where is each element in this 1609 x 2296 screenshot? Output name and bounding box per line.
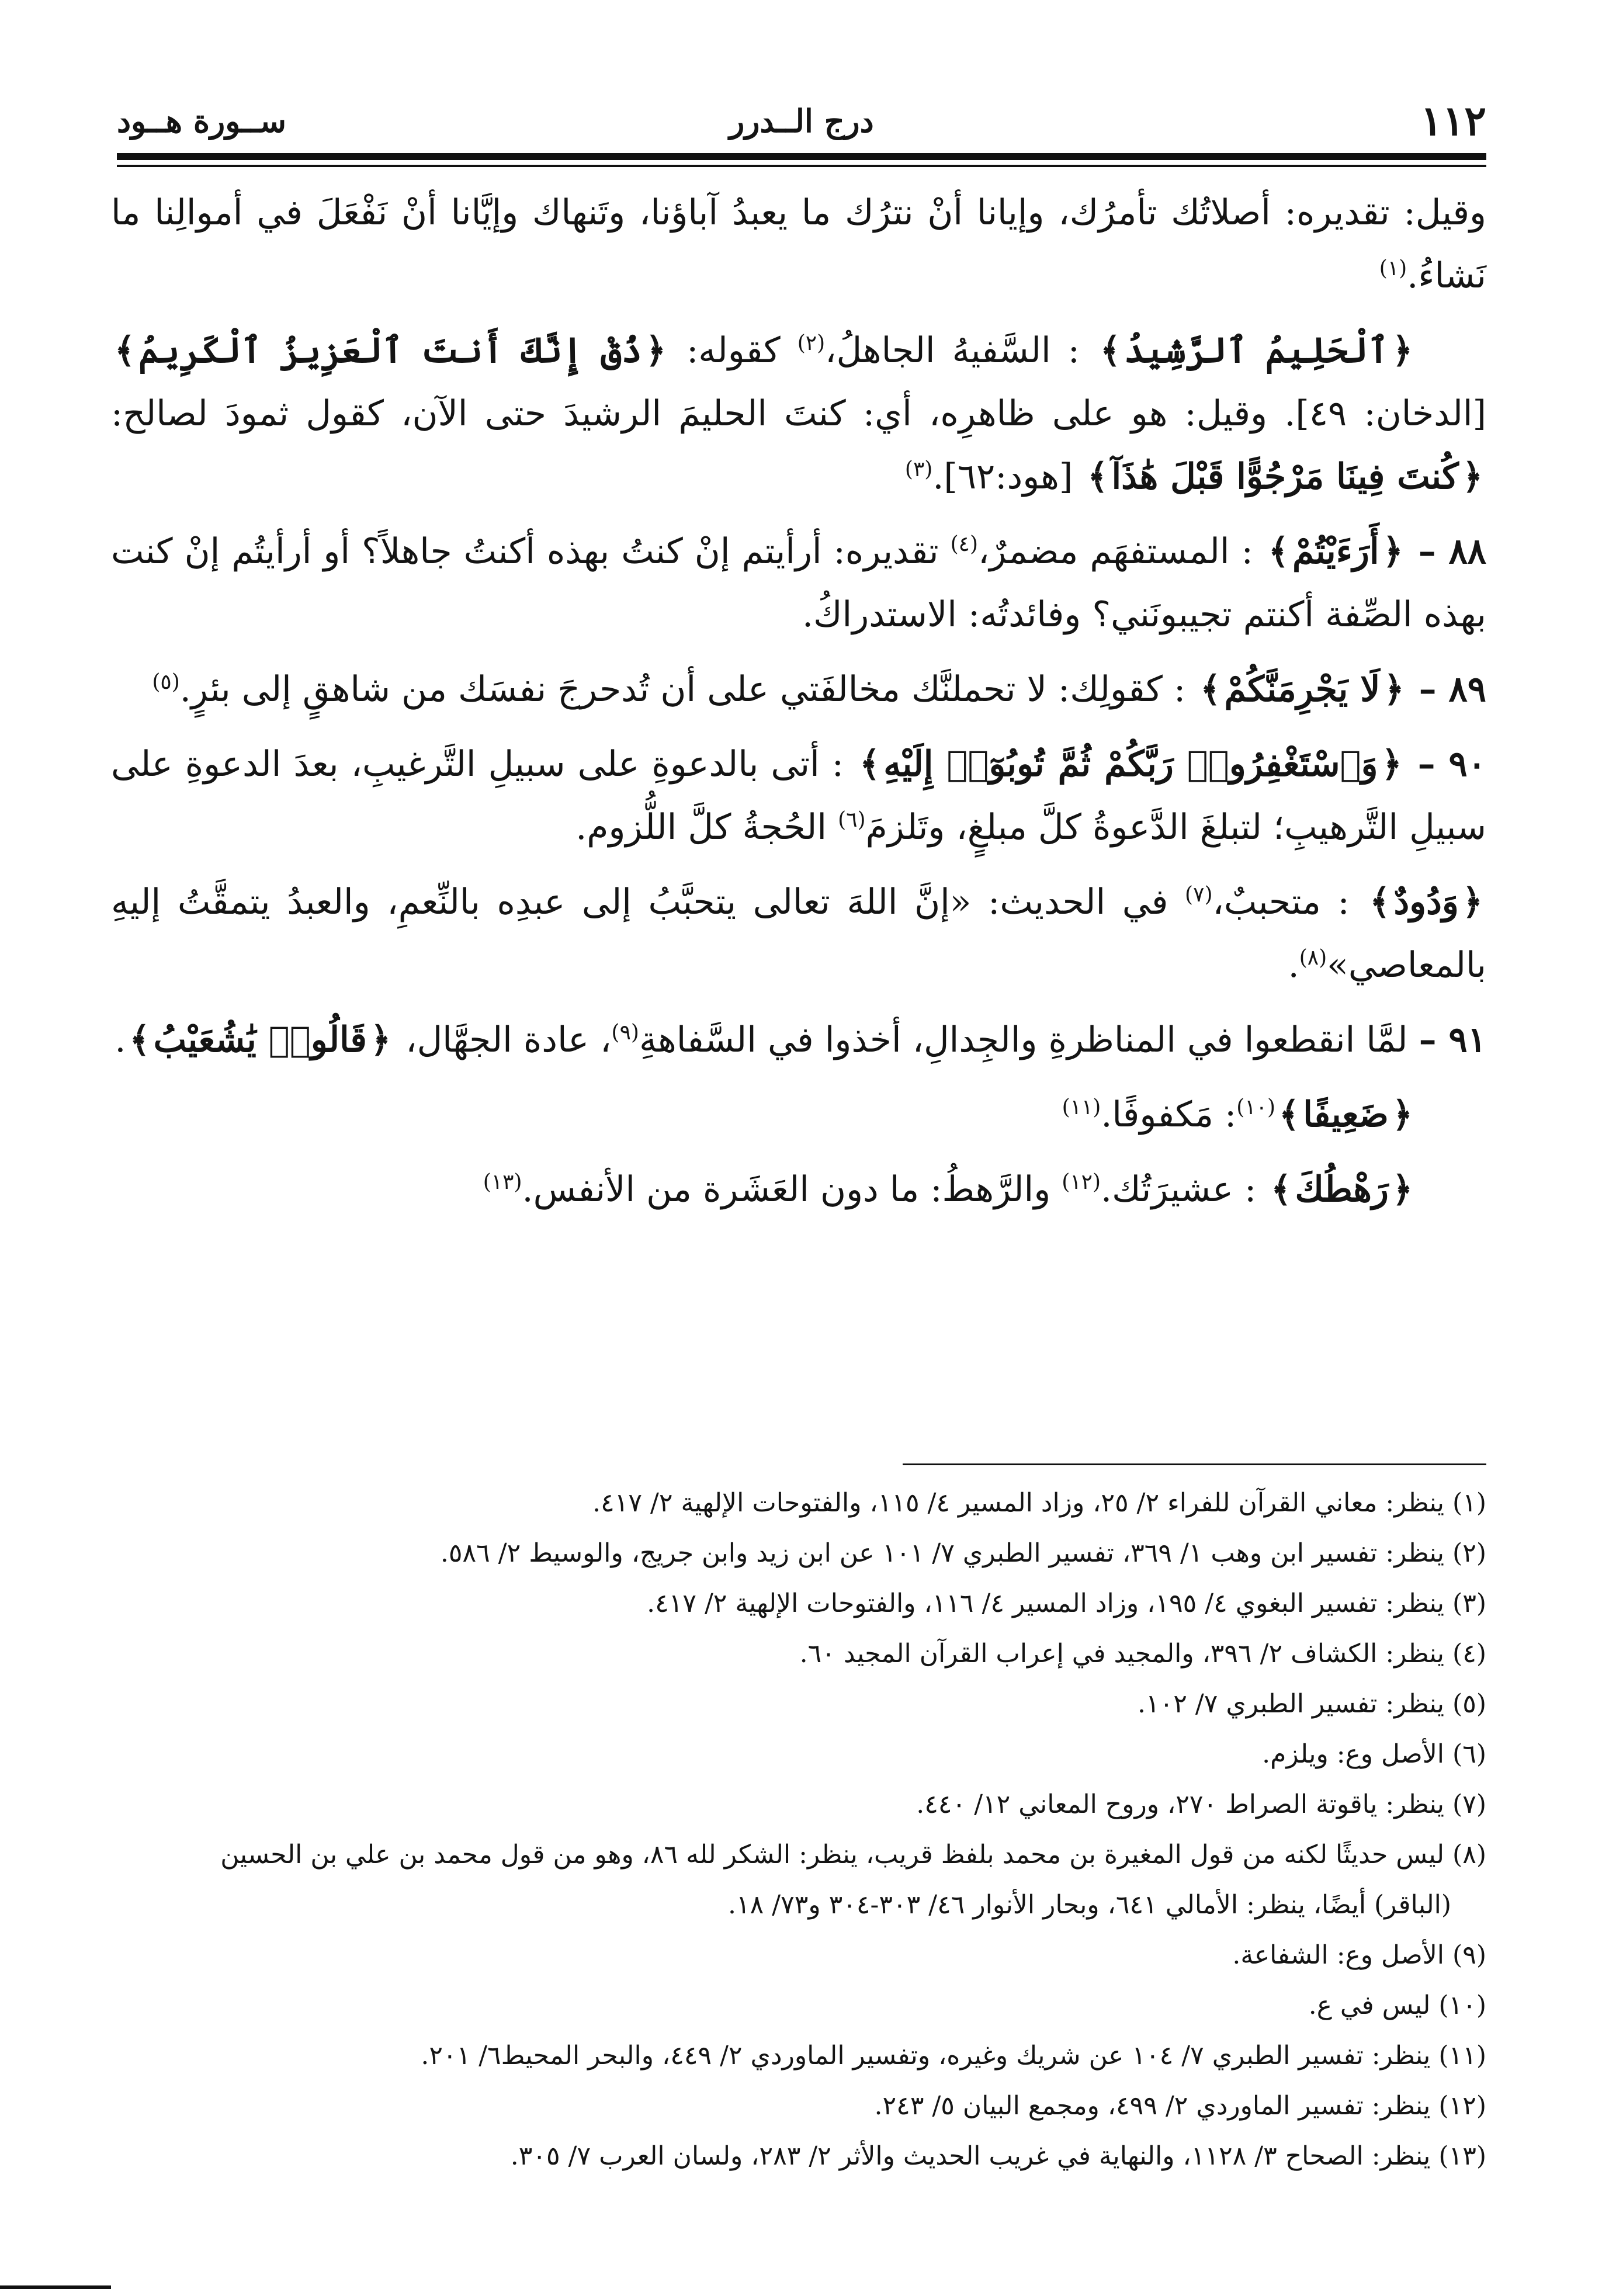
footnote-ref: (١١) bbox=[1062, 1095, 1101, 1119]
text: ، عادة الجهَّال، bbox=[405, 1019, 612, 1060]
ornate-bracket-open: ﴿ bbox=[645, 330, 667, 371]
paragraph-verse-90 bbox=[111, 733, 1486, 859]
text: كقوله: bbox=[686, 330, 781, 371]
ornate-bracket-open: ﴿ bbox=[1382, 531, 1403, 572]
ornate-bracket-close: ﴾ bbox=[1087, 456, 1108, 497]
footnote-separator bbox=[903, 1463, 1486, 1465]
footnote-item: (٤) ينظر: الكشاف ٢/ ٣٩٦، والمجيد في إعراب القرآن المجيد ٦٠. bbox=[799, 1639, 1486, 1669]
footnote-ref: (٩) bbox=[611, 1021, 639, 1045]
text: : عشيرَتُك. bbox=[1101, 1169, 1257, 1210]
quran-quote: لَا يَجْرِمَنَّكُمْ bbox=[1224, 669, 1381, 710]
ornate-bracket-open: ﴿ bbox=[370, 1019, 391, 1060]
scan-edge-mark bbox=[0, 2285, 111, 2289]
paragraph-2 bbox=[111, 319, 1486, 508]
footnote-item: (٩) الأصل وع: الشفاعة. bbox=[1232, 1940, 1486, 1970]
text: [الدخان: ٤٩]. وقيل: هو على ظاهرِه، أي: كنتَ الحليمَ الرشيدَ حتى الآن، كقول ثمودَ لصالح: bbox=[111, 393, 1487, 434]
quran-quote: أَرَءَيْتُمْ bbox=[1292, 531, 1379, 572]
paragraph-verse-91: ٩١ – لمَّا انقطعوا في المناظرةِ والجِدالِ، أخذوا في السَّفاهةِ$^{(٩)}$، عادة الجهَّال، ﴿قَالُوا۟ يَٰشُعَيْبُ﴾. bbox=[115, 1019, 1486, 1060]
quran-quote: وَدُودٌ bbox=[1393, 882, 1459, 922]
footnote-item: (١٠) ليس في ع. bbox=[1308, 1990, 1486, 2020]
verse-number: ٩١ – bbox=[1419, 1019, 1486, 1060]
footnote-ref: (١) bbox=[1379, 256, 1407, 280]
paragraph-wadud: ﴿وَدُودٌ﴾ : متحببٌ،$^{(٧)}$ في الحديث: «إنَّ اللهَ تعالى يتحبَّبُ إلى عبدِه بالنِّعمِ، والعبدُ يتمقَّتُ إليهِ بالمعاصي»$^{(٨)}$. bbox=[111, 882, 1486, 986]
paragraph-verse-89 bbox=[111, 658, 1486, 721]
header-rule-thick bbox=[117, 153, 1486, 160]
footnote-item: (٨) ليس حديثًا لكنه من قول المغيرة بن محمد بلفظ قريب، ينظر: الشكر لله ٨٦، وهو من قول محمد بن علي بن الحسين bbox=[220, 1840, 1486, 1870]
quran-quote: ٱلْحَلِيمُ ٱلرَّشِيدُ bbox=[1124, 330, 1389, 371]
footnote-item: (٧) ينظر: ياقوتة الصراط ٢٧٠، وروح المعاني ١٢/ ٤٤٠. bbox=[916, 1789, 1486, 1819]
ornate-bracket-open: ﴿ bbox=[1392, 1094, 1413, 1135]
footnote-ref: (٤) bbox=[950, 532, 979, 556]
ornate-bracket-open: ﴿ bbox=[1392, 1169, 1413, 1210]
footnote-ref: (٨) bbox=[1299, 946, 1327, 970]
footnote-item: (١) ينظر: معاني القرآن للفراء ٢/ ٢٥، وزاد المسير ٤/ ١١٥، والفتوحات الإلهية ٢/ ٤١٧. bbox=[592, 1488, 1486, 1518]
text: في الحديث: «إنَّ اللهَ تعالى يتحبَّبُ إلى عبدِه بالنِّعمِ، والعبدُ يتمقَّتُ إليهِ بالمعاصي» bbox=[111, 882, 1486, 986]
ornate-bracket-close: ﴾ bbox=[1369, 882, 1390, 922]
ornate-bracket-close: ﴾ bbox=[1271, 1169, 1292, 1210]
ornate-bracket-close: ﴾ bbox=[1200, 669, 1221, 710]
main-text bbox=[111, 181, 1486, 1233]
ornate-bracket-close: ﴾ bbox=[1100, 330, 1121, 371]
quran-quote: قَالُوا۟ يَٰشُعَيْبُ bbox=[153, 1019, 367, 1060]
book-title: درج الــدرر bbox=[729, 102, 874, 140]
footnote-ref: (١٢) bbox=[1062, 1170, 1101, 1194]
text: [هود:٦٢]. bbox=[932, 456, 1073, 497]
text: : السَّفيهُ الجاهلُ، bbox=[825, 330, 1080, 371]
footnote-item: (٣) ينظر: تفسير البغوي ٤/ ١٩٥، وزاد المسير ٤/ ١١٦، والفتوحات الإلهية ٢/ ٤١٧. bbox=[647, 1589, 1486, 1618]
ornate-bracket-open: ﴿ bbox=[1392, 330, 1413, 371]
ornate-bracket-open: ﴿ bbox=[1462, 882, 1483, 922]
text: : متحببٌ، bbox=[1212, 882, 1350, 922]
paragraph-daif bbox=[111, 1083, 1486, 1146]
ornate-bracket-open: ﴿ bbox=[1381, 744, 1402, 785]
page-header bbox=[117, 96, 1486, 149]
text: : كقولِك: لا تحملنَّك مخالفَتي على أن تُدحرجَ نفسَك من شاهقٍ إلى بئرٍ. bbox=[179, 669, 1186, 710]
ornate-bracket-close: ﴾ bbox=[129, 1019, 150, 1060]
ornate-bracket-close: ﴾ bbox=[1279, 1094, 1300, 1135]
surah-title: ســورة هــود bbox=[117, 102, 287, 140]
footnote-item: (١١) ينظر: تفسير الطبري ٧/ ١٠٤ عن شريك وغيره، وتفسير الماوردي ٢/ ٤٤٩، والبحر المحيط٦/ ٢٠١. bbox=[421, 2041, 1486, 2070]
text: تقديره: أرأيتم إنْ كنتُ بهذه أكنتُ جاهلاً؟ أو أرأيتُم إنْ كنت بهذه الصِّفة أكنتم تجيبونَني؟ وفائدتُه: الاستدراكُ. bbox=[111, 531, 1486, 635]
ornate-bracket-close: ﴾ bbox=[1268, 531, 1289, 572]
text: : أتى بالدعوةِ على سبيلِ التَّرغيبِ، بعدَ الدعوةِ على سبيلِ التَّرهيبِ؛ لتبلغَ الدَّعوةُ كلَّ مبلغٍ، وتَلزمَ bbox=[111, 744, 1486, 848]
footnote-item: (١٣) ينظر: الصحاح ٣/ ١١٢٨، والنهاية في غريب الحديث والأثر ٢/ ٢٨٣، ولسان العرب ٧/ ٣٠٥. bbox=[510, 2141, 1486, 2171]
verse-number: ٨٩ – bbox=[1419, 669, 1486, 710]
ornate-bracket-close: ﴾ bbox=[115, 330, 136, 371]
footnote-continuation: (الباقر) أيضًا، ينظر: الأمالي ٦٤١، وبحار الأنوار ٤٦/ ٣٠٣-٣٠٤ و٧٣/ ١٨. bbox=[728, 1890, 1451, 1920]
footnote-ref: (١٠) bbox=[1236, 1095, 1276, 1119]
ornate-bracket-open: ﴿ bbox=[1462, 456, 1483, 497]
footnote-ref: (٧) bbox=[1185, 883, 1213, 907]
quran-quote: ضَعِيفًا bbox=[1303, 1094, 1389, 1135]
paragraph-1 bbox=[111, 181, 1486, 307]
text: الحُجةُ كلَّ اللُّزوم. bbox=[575, 807, 827, 848]
footnote-ref: (١٣) bbox=[483, 1170, 522, 1194]
quran-quote: ذُقْ إِنَّكَ أَنتَ ٱلْعَزِيزُ ٱلْكَرِيمُ bbox=[138, 330, 642, 371]
footnote-item: (٦) الأصل وع: ويلزم. bbox=[1262, 1739, 1486, 1769]
text: والرَّهطُ: ما دون العَشَرة من الأنفس. bbox=[522, 1169, 1051, 1210]
footnote-ref: (٣) bbox=[904, 457, 933, 481]
paragraph-verse-88 bbox=[111, 520, 1486, 646]
page-number: ١١٢ bbox=[1420, 96, 1486, 145]
verse-number: ٨٨ – bbox=[1418, 531, 1487, 572]
text: وقيل: تقديره: أصلاتُك تأمرُك، وإيانا أنْ نترُك ما يعبدُ آباؤنا، وتَنهاك وإيَّانا أنْ نَفْعَلَ في أموالِنا ما نَشاءُ. bbox=[111, 192, 1486, 296]
footnote-item: (٢) ينظر: تفسير ابن وهب ١/ ٣٦٩، تفسير الطبري ٧/ ١٠١ عن ابن زيد وابن جريج، والوسيط ٢/ ٥٨٦. bbox=[440, 1538, 1486, 1568]
footnote-ref: (٥) bbox=[152, 670, 180, 694]
text: : مَكفوفًا. bbox=[1101, 1094, 1237, 1135]
verse-number: ٩٠ – bbox=[1417, 744, 1486, 785]
text: : المستفهَم مضمرٌ، bbox=[978, 531, 1253, 572]
quran-quote: كُنتَ فِينَا مَرْجُوًّا قَبْلَ هَٰذَآ bbox=[1111, 456, 1459, 497]
ornate-bracket-close: ﴾ bbox=[859, 744, 880, 785]
footnote-ref: (٢) bbox=[797, 331, 826, 355]
ornate-bracket-open: ﴿ bbox=[1383, 669, 1405, 710]
footnote-item: (١٢) ينظر: تفسير الماوردي ٢/ ٤٩٩، ومجمع البيان ٥/ ٢٤٣. bbox=[874, 2091, 1486, 2121]
quran-quote: وَٱسْتَغْفِرُوا۟ رَبَّكُمْ ثُمَّ تُوبُوٓا۟ إِلَيْهِ bbox=[883, 744, 1378, 785]
footnote-item: (٥) ينظر: تفسير الطبري ٧/ ١٠٢. bbox=[1137, 1689, 1486, 1719]
footnotes bbox=[111, 1478, 1486, 2181]
paragraph-rahtuk bbox=[111, 1158, 1486, 1221]
quran-quote: رَهْطُكَ bbox=[1295, 1169, 1389, 1210]
footnote-ref: (٦) bbox=[838, 808, 866, 832]
header-rule-thin bbox=[117, 165, 1486, 167]
text: لمَّا انقطعوا في المناظرةِ والجِدالِ، أخذوا في السَّفاهةِ bbox=[639, 1019, 1408, 1060]
